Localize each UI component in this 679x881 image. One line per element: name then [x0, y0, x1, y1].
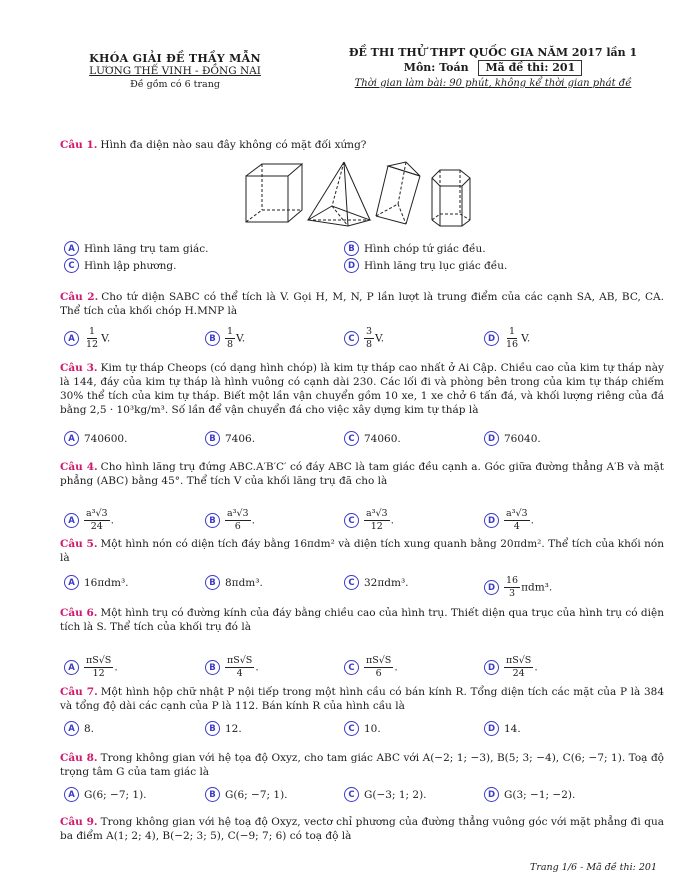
- question-7: [60, 685, 664, 713]
- option-tail: .: [255, 661, 259, 674]
- option-tail: .: [394, 661, 398, 674]
- question-number: Câu 4.: [60, 461, 98, 473]
- answer-option-d[interactable]: [344, 258, 507, 273]
- fraction: [225, 326, 235, 351]
- option-text: [364, 326, 384, 351]
- fraction-denominator: 16: [506, 339, 519, 350]
- question-number: Câu 5.: [60, 538, 98, 550]
- question-text: Trong không gian với hệ tọa độ Oxyz, cho tam giác ABC với A(−2; 1; −3), B(5; 3; −4), C(6; −7; 1). Toạ độ trọng tâm G của tam giác là: [60, 752, 664, 778]
- option-letter-circle: C: [344, 660, 359, 675]
- fraction-denominator: 6: [234, 521, 241, 532]
- option-letter-circle: B: [205, 331, 220, 346]
- option-text: G(6; −7; 1).: [84, 788, 147, 801]
- answer-option-d[interactable]: [484, 721, 521, 736]
- question-text: Một hình nón có diện tích đáy bằng 16πdm² và diện tích xung quanh bằng 20πdm². Thể tích của khối nón là: [60, 538, 664, 564]
- option-text: [225, 326, 245, 351]
- question-text: Một hình trụ có đường kính của đáy bằng chiều cao của hình trụ. Thiết diện qua trục của hình trụ có diện tích là S. Thể tích của khối trụ đó là: [60, 607, 664, 633]
- answer-option-b[interactable]: [205, 508, 255, 533]
- fraction-denominator: 4: [236, 668, 243, 679]
- fraction-numerator: a³√3: [227, 508, 249, 519]
- answer-option-c[interactable]: [344, 326, 384, 351]
- question-number: Câu 9.: [60, 816, 98, 828]
- answer-option-b[interactable]: [205, 431, 255, 446]
- option-text: 74060.: [364, 432, 401, 445]
- option-letter-circle: A: [64, 241, 79, 256]
- option-text: G(6; −7; 1).: [225, 788, 288, 801]
- option-text: Hình lăng trụ tam giác.: [84, 242, 209, 255]
- option-letter-circle: B: [205, 575, 220, 590]
- answer-option-a[interactable]: [64, 787, 147, 802]
- option-tail: .: [114, 661, 118, 674]
- option-tail: .: [110, 514, 114, 527]
- option-text: [364, 508, 394, 533]
- fraction: [504, 508, 530, 533]
- answer-option-a[interactable]: [64, 431, 127, 446]
- pyramid-figure: [308, 162, 370, 226]
- page-count-note: Đề gồm có 6 trang: [130, 79, 220, 90]
- fraction-numerator: πS√S: [86, 655, 112, 666]
- option-text: Hình lập phương.: [84, 259, 177, 272]
- fraction: [225, 508, 251, 533]
- answer-option-d[interactable]: [484, 508, 534, 533]
- fraction-denominator: 6: [375, 668, 382, 679]
- option-tail: V.: [236, 332, 246, 345]
- option-text: 10.: [364, 722, 381, 735]
- option-text: [84, 326, 110, 351]
- option-letter-circle: C: [344, 331, 359, 346]
- option-letter-circle: D: [344, 258, 359, 273]
- question-number: Câu 6.: [60, 607, 98, 619]
- option-text: [84, 508, 114, 533]
- question-6: [60, 606, 664, 634]
- fraction-numerator: a³√3: [366, 508, 388, 519]
- fraction-denominator: 24: [90, 521, 103, 532]
- question-2: [60, 290, 664, 318]
- fraction: [504, 575, 520, 600]
- fraction-numerator: 1: [89, 326, 96, 337]
- answer-option-c[interactable]: [344, 655, 398, 680]
- subject-line: [328, 60, 658, 76]
- header-left: [60, 52, 290, 91]
- answer-option-d[interactable]: [484, 326, 530, 351]
- question-number: Câu 8.: [60, 752, 98, 764]
- option-letter-circle: C: [64, 258, 79, 273]
- option-tail: V.: [521, 332, 531, 345]
- fraction-denominator: 24: [512, 668, 525, 679]
- answer-option-a[interactable]: [64, 575, 129, 590]
- option-text: [225, 508, 255, 533]
- fraction: [504, 655, 533, 680]
- answer-option-c[interactable]: [64, 258, 176, 273]
- fraction: [504, 326, 520, 351]
- question-5: [60, 537, 664, 565]
- question-text: Một hình hộp chữ nhật P nội tiếp trong một hình cầu có bán kính R. Tổng diện tích các mặt của P là 384 và tổng độ dài các cạnh của P là 112. Bán kính R của hình cầu là: [60, 686, 665, 712]
- option-letter-circle: D: [484, 331, 499, 346]
- fraction: [364, 326, 374, 351]
- question-text: Hình đa diện nào sau đây không có mặt đối xứng?: [100, 139, 367, 151]
- fraction-denominator: 4: [513, 521, 520, 532]
- option-letter-circle: B: [205, 660, 220, 675]
- option-letter-circle: C: [344, 575, 359, 590]
- answer-option-b[interactable]: [205, 326, 245, 351]
- polyhedra-figure: [240, 160, 480, 228]
- fraction-denominator: 12: [92, 668, 105, 679]
- option-tail: .: [534, 661, 538, 674]
- option-text: [364, 655, 398, 680]
- answer-option-a[interactable]: [64, 241, 209, 256]
- option-letter-circle: C: [344, 787, 359, 802]
- option-text: 16πdm³.: [84, 576, 129, 589]
- fraction: [84, 508, 110, 533]
- option-tail: πdm³.: [521, 581, 553, 594]
- question-number: Câu 1.: [60, 139, 98, 151]
- option-text: [504, 508, 534, 533]
- question-4: [60, 460, 664, 488]
- fraction: [84, 655, 113, 680]
- option-letter-circle: A: [64, 787, 79, 802]
- fraction-denominator: 12: [370, 521, 383, 532]
- answer-option-d[interactable]: [484, 655, 538, 680]
- option-letter-circle: C: [344, 431, 359, 446]
- option-tail: V.: [375, 332, 385, 345]
- fraction-numerator: πS√S: [506, 655, 532, 666]
- option-letter-circle: C: [344, 513, 359, 528]
- option-letter-circle: A: [64, 721, 79, 736]
- answer-option-d[interactable]: [484, 787, 575, 802]
- option-letter-circle: B: [205, 787, 220, 802]
- fraction: [364, 655, 393, 680]
- school-name: KHÓA GIẢI ĐỀ THẦY MẪN: [89, 52, 261, 65]
- option-letter-circle: B: [344, 241, 359, 256]
- answer-option-c[interactable]: [344, 508, 394, 533]
- fraction-numerator: a³√3: [506, 508, 528, 519]
- exam-code: Mã đề thi: 201: [478, 60, 582, 76]
- fraction-denominator: 8: [366, 339, 373, 350]
- fraction-numerator: 1: [509, 326, 516, 337]
- option-letter-circle: D: [484, 787, 499, 802]
- question-number: Câu 7.: [60, 686, 98, 698]
- question-text: Kim tự tháp Cheops (có dạng hình chóp) là kim tự tháp cao nhất ở Ai Cập. Chiều cao của kim tự tháp này là 144, đáy của kim tự tháp là hình vuông có cạnh dài 230. Các lối đi và phòng bên trong của kim tự tháp chiếm 30% thể tích của kim tự tháp. Biết một lần vận chuyển gồm 10 xe, 1 xe chở 6 tấn đá, và khối lượng riêng của đá bằng 2,5 · 10³kg/m³. Số lần để vận chuyển đá cho việc xây dựng kim tự tháp là: [60, 362, 664, 416]
- option-text: Hình lăng trụ lục giác đều.: [364, 259, 508, 272]
- triangular-prism-figure: [376, 162, 420, 224]
- option-text: Hình chóp tứ giác đều.: [364, 242, 486, 255]
- answer-option-b[interactable]: [205, 721, 242, 736]
- option-text: 740600.: [84, 432, 128, 445]
- question-8: [60, 751, 664, 779]
- fraction-denominator: 3: [509, 588, 516, 599]
- answer-option-c[interactable]: [344, 575, 409, 590]
- cube-figure: [246, 164, 302, 222]
- question-text: Trong không gian với hệ toạ độ Oxyz, vectơ chỉ phương của đường thẳng vuông góc với mặt phẳng đi qua ba điểm A(1; 2; 4), B(−2; 3; 5), C(−9; 7; 6) có toạ độ là: [60, 816, 664, 842]
- fraction-numerator: πS√S: [366, 655, 392, 666]
- option-text: 12.: [225, 722, 242, 735]
- option-letter-circle: D: [484, 431, 499, 446]
- answer-option-b[interactable]: [205, 575, 263, 590]
- option-text: [504, 575, 552, 600]
- option-text: G(−3; 1; 2).: [364, 788, 427, 801]
- option-letter-circle: D: [484, 580, 499, 595]
- option-tail: V.: [101, 332, 111, 345]
- question-text: Cho hình lăng trụ đứng ABC.A′B′C′ có đáy ABC là tam giác đều cạnh a. Góc giữa đường thẳng A′B và mặt phẳng (ABC) bằng 45°. Thể tích V của khối lăng trụ đã cho là: [60, 461, 664, 487]
- option-letter-circle: B: [205, 431, 220, 446]
- option-tail: .: [251, 514, 255, 527]
- option-letter-circle: D: [484, 513, 499, 528]
- fraction: [225, 655, 254, 680]
- option-text: G(3; −1; −2).: [504, 788, 576, 801]
- question-text: Cho tứ diện SABC có thể tích là V. Gọi H, M, N, P lần lượt là trung điểm của các cạnh SA, AB, BC, CA. Thể tích của khối chóp H.MNP là: [60, 291, 664, 317]
- option-letter-circle: B: [205, 721, 220, 736]
- question-number: Câu 3.: [60, 362, 98, 374]
- question-1: [60, 138, 664, 152]
- subject: Môn: Toán: [403, 61, 469, 74]
- answer-option-c[interactable]: [344, 721, 381, 736]
- answer-option-d[interactable]: [484, 575, 552, 600]
- option-letter-circle: A: [64, 331, 79, 346]
- option-letter-circle: A: [64, 513, 79, 528]
- answer-option-c[interactable]: [344, 787, 427, 802]
- question-3: [60, 361, 664, 417]
- option-letter-circle: D: [484, 660, 499, 675]
- option-letter-circle: B: [205, 513, 220, 528]
- answer-option-b[interactable]: [205, 787, 288, 802]
- answer-option-a[interactable]: [64, 655, 118, 680]
- fraction-numerator: 16: [506, 575, 519, 586]
- fraction-denominator: 12: [86, 339, 99, 350]
- fraction-numerator: a³√3: [86, 508, 108, 519]
- option-letter-circle: A: [64, 660, 79, 675]
- answer-option-a[interactable]: [64, 326, 110, 351]
- option-text: 7406.: [225, 432, 256, 445]
- option-tail: .: [530, 514, 534, 527]
- option-letter-circle: A: [64, 575, 79, 590]
- fraction-numerator: 3: [366, 326, 373, 337]
- option-text: [504, 655, 538, 680]
- option-text: 14.: [504, 722, 521, 735]
- answer-option-b[interactable]: [205, 655, 259, 680]
- option-tail: .: [390, 514, 394, 527]
- option-text: 32πdm³.: [364, 576, 409, 589]
- fraction-numerator: 1: [227, 326, 234, 337]
- option-text: 8.: [84, 722, 95, 735]
- answer-option-d[interactable]: [484, 431, 541, 446]
- answer-option-b[interactable]: [344, 241, 486, 256]
- option-text: [84, 655, 118, 680]
- answer-option-a[interactable]: [64, 508, 114, 533]
- option-letter-circle: A: [64, 431, 79, 446]
- fraction-denominator: 8: [227, 339, 234, 350]
- page-footer: Trang 1/6 - Mã đề thi: 201: [530, 862, 657, 873]
- fraction-numerator: πS√S: [227, 655, 253, 666]
- option-text: [504, 326, 530, 351]
- fraction: [364, 508, 390, 533]
- option-text: 76040.: [504, 432, 541, 445]
- hexagonal-prism-figure: [432, 170, 470, 226]
- school-location: LƯƠNG THẾ VINH - ĐỒNG NAI: [89, 65, 261, 77]
- answer-option-a[interactable]: [64, 721, 94, 736]
- answer-option-c[interactable]: [344, 431, 401, 446]
- time-note: Thời gian làm bài: 90 phút, không kể thời gian phát đề: [354, 78, 632, 89]
- option-text: [225, 655, 259, 680]
- option-letter-circle: C: [344, 721, 359, 736]
- fraction: [84, 326, 100, 351]
- exam-title: ĐỀ THI THỬ THPT QUỐC GIA NĂM 2017 lần 1: [348, 46, 638, 59]
- question-9: [60, 815, 664, 843]
- option-text: 8πdm³.: [225, 576, 263, 589]
- option-letter-circle: D: [484, 721, 499, 736]
- question-number: Câu 2.: [60, 291, 99, 303]
- header-right: [328, 45, 658, 91]
